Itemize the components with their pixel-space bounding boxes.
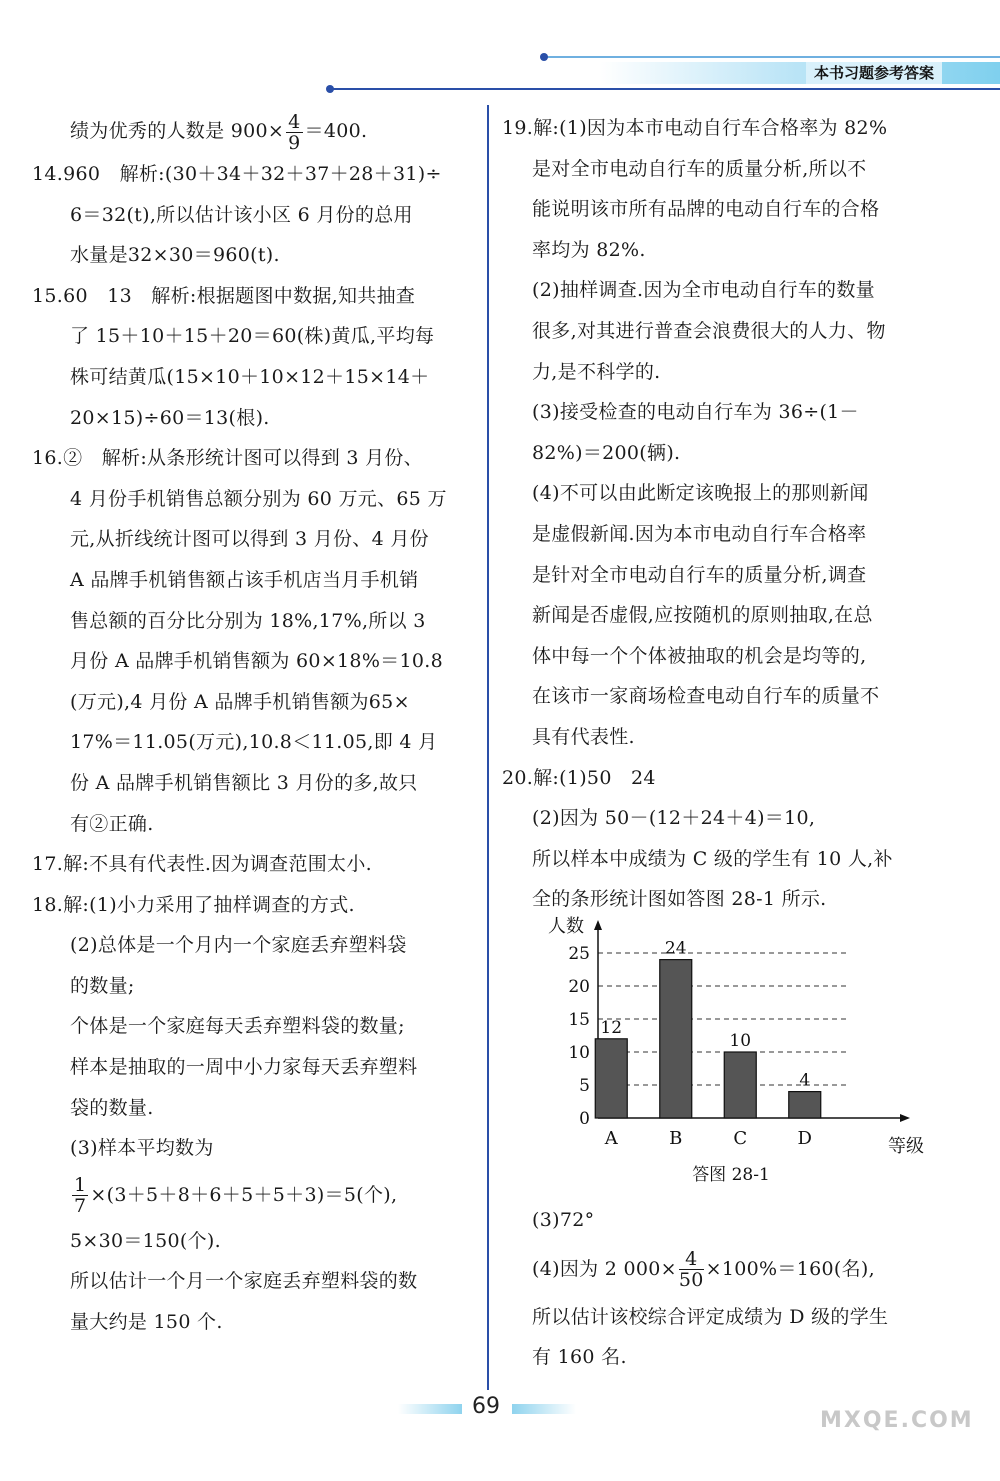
text-segment: ×100%＝160(名), bbox=[705, 1257, 875, 1280]
x-tick-label: A bbox=[604, 1128, 618, 1149]
bar bbox=[724, 1052, 756, 1118]
text-line: (3)接受检查的电动自行车为 36÷(1－ bbox=[532, 401, 859, 424]
bar-chart bbox=[540, 908, 924, 1188]
text-segment: ＝400. bbox=[304, 120, 368, 142]
text-line: 率均为 82%. bbox=[532, 238, 646, 261]
text-line: 袋的数量. bbox=[70, 1096, 154, 1119]
text-line: (2)抽样调查.因为全市电动自行车的数量 bbox=[532, 279, 875, 302]
text-line: 有②正确. bbox=[70, 812, 154, 835]
y-axis-label: 人数 bbox=[548, 916, 584, 937]
bar-data-label: 12 bbox=[600, 1017, 623, 1038]
text-line: 在该市一家商场检查电动自行车的质量不 bbox=[532, 685, 880, 708]
text-line: (2)因为 50－(12＋24＋4)＝10, bbox=[532, 807, 816, 830]
text-line: (3)样本平均数为 bbox=[70, 1137, 214, 1160]
y-tick-label: 15 bbox=[568, 1010, 590, 1030]
text-line: 20×15)÷60＝13(根). bbox=[70, 406, 270, 429]
text-line: 的数量; bbox=[70, 974, 135, 997]
text-line: 所以样本中成绩为 C 级的学生有 10 人,补 bbox=[532, 847, 893, 870]
text-line: (4)不可以由此断定该晚报上的那则新闻 bbox=[532, 482, 869, 505]
watermark: MXQE.COM bbox=[820, 1408, 974, 1433]
text-line: 售总额的百分比分别为 18%,17%,所以 3 bbox=[70, 609, 426, 632]
text-line: 个体是一个家庭每天丢弃塑料袋的数量; bbox=[70, 1015, 405, 1038]
text-line: 株可结黄瓜(15×10＋10×12＋15×14＋ bbox=[70, 365, 430, 388]
x-axis-arrow bbox=[900, 1114, 910, 1122]
y-tick-label: 10 bbox=[568, 1043, 590, 1063]
text-segment: 绩为优秀的人数是 900× bbox=[70, 120, 285, 142]
bar-data-label: 10 bbox=[729, 1031, 752, 1051]
column-divider bbox=[487, 105, 489, 1390]
page-number: 69 bbox=[472, 1394, 500, 1419]
bar-data-label: 4 bbox=[799, 1070, 811, 1091]
text-line: 了 15＋10＋15＋20＝60(株)黄瓜,平均每 bbox=[70, 325, 435, 348]
text-line: 18.解:(1)小力采用了抽样调查的方式. bbox=[32, 893, 355, 916]
chart-caption: 答图 28-1 bbox=[692, 1165, 770, 1185]
fraction bbox=[679, 1249, 704, 1290]
text-line: 样本是抽取的一周中小力家每天丢弃塑料 bbox=[70, 1056, 418, 1079]
text-line: 14.960 解析:(30＋34＋32＋37＋28＋31)÷ bbox=[32, 163, 442, 185]
text-line: 所以估计该校综合评定成绩为 D 级的学生 bbox=[532, 1305, 889, 1328]
header-rule-top bbox=[545, 56, 1000, 58]
text-line bbox=[70, 108, 480, 154]
text-line: 体中每一个个体被抽取的机会是均等的, bbox=[532, 644, 867, 667]
page-number-decoration-left bbox=[398, 1404, 462, 1414]
text-line: 有 160 名. bbox=[532, 1346, 627, 1369]
fraction-denominator: 7 bbox=[74, 1195, 87, 1218]
text-line bbox=[532, 1241, 942, 1297]
text-line: (3)72° bbox=[532, 1209, 595, 1231]
y-tick-label: 20 bbox=[568, 977, 590, 997]
fraction-denominator: 9 bbox=[288, 131, 301, 154]
x-tick-label: D bbox=[797, 1128, 812, 1149]
right-column bbox=[502, 108, 942, 920]
text-line: 所以估计一个月一个家庭丢弃塑料袋的数 bbox=[70, 1270, 418, 1293]
bar-data-label: 24 bbox=[664, 938, 687, 959]
text-line: A 品牌手机销售额占该手机店当月手机销 bbox=[70, 568, 419, 591]
fraction-numerator: 1 bbox=[74, 1174, 87, 1197]
fraction-numerator: 4 bbox=[288, 110, 301, 133]
text-line: 月份 A 品牌手机销售额为 60×18%＝10.8 bbox=[70, 650, 443, 673]
text-line: 4 月份手机销售总额分别为 60 万元、65 万 bbox=[70, 487, 447, 510]
text-line: 6＝32(t),所以估计该小区 6 月份的总用 bbox=[70, 203, 413, 226]
text-line: 20.解:(1)50 24 bbox=[502, 766, 656, 789]
bar bbox=[660, 960, 692, 1118]
header-title: 本书习题参考答案 bbox=[806, 62, 942, 84]
x-axis-label: 等级 bbox=[888, 1136, 924, 1157]
y-axis-arrow bbox=[594, 920, 602, 930]
x-tick-label: B bbox=[669, 1128, 683, 1149]
page-number-decoration-right bbox=[512, 1404, 576, 1414]
bar-chart-svg bbox=[540, 908, 924, 1188]
header-dot bbox=[326, 85, 334, 93]
text-line: 82%)＝200(辆). bbox=[532, 441, 681, 464]
header-rule bbox=[330, 88, 1000, 90]
left-column bbox=[32, 108, 480, 1343]
fraction-denominator: 50 bbox=[678, 1269, 704, 1292]
bar bbox=[595, 1039, 627, 1118]
text-line: 5×30＝150(个). bbox=[70, 1229, 221, 1252]
text-line: 能说明该市所有品牌的电动自行车的合格 bbox=[532, 198, 880, 221]
text-line: 17.解:不具有代表性.因为调查范围太小. bbox=[32, 853, 372, 876]
text-segment: (4)因为 2 000× bbox=[532, 1257, 677, 1280]
text-line: 量大约是 150 个. bbox=[70, 1311, 223, 1334]
text-line: 19.解:(1)因为本市电动自行车合格率为 82% bbox=[502, 117, 888, 139]
x-tick-label: C bbox=[733, 1128, 748, 1149]
text-line: 17%＝11.05(万元),10.8＜11.05,即 4 月 bbox=[70, 731, 438, 754]
text-line: 全的条形统计图如答图 28-1 所示. bbox=[532, 888, 827, 911]
bar bbox=[789, 1092, 821, 1118]
text-line: 新闻是否虚假,应按随机的原则抽取,在总 bbox=[532, 604, 873, 627]
text-line: (万元),4 月份 A 品牌手机销售额为65× bbox=[70, 690, 410, 713]
y-tick-label: 5 bbox=[579, 1076, 590, 1096]
text-line: 水量是32×30＝960(t). bbox=[70, 244, 280, 267]
text-line: 具有代表性. bbox=[532, 725, 635, 748]
y-tick-label: 0 bbox=[579, 1109, 590, 1129]
text-line: 15.60 13 解析:根据题图中数据,知共抽查 bbox=[32, 284, 416, 307]
fraction-numerator: 4 bbox=[679, 1249, 704, 1270]
text-line: 16.② 解析:从条形统计图可以得到 3 月份、 bbox=[32, 447, 423, 470]
text-line: 很多,对其进行普查会浪费很大的人力、物 bbox=[532, 319, 886, 342]
text-line: (2)总体是一个月内一个家庭丢弃塑料袋 bbox=[70, 934, 407, 957]
text-line bbox=[70, 1169, 480, 1221]
y-tick-label: 25 bbox=[568, 944, 590, 964]
text-line: 力,是不科学的. bbox=[532, 360, 661, 383]
text-line: 份 A 品牌手机销售额比 3 月份的多,故只 bbox=[70, 771, 418, 794]
right-column-lower bbox=[532, 1200, 942, 1378]
text-line: 是虚假新闻.因为本市电动自行车合格率 bbox=[532, 522, 867, 545]
text-line: 元,从折线统计图可以得到 3 月份、4 月份 bbox=[70, 528, 429, 551]
header-dot-top bbox=[540, 53, 548, 61]
fraction bbox=[72, 1175, 88, 1216]
text-line: 是针对全市电动自行车的质量分析,调查 bbox=[532, 563, 867, 586]
text-segment: ×(3＋5＋8＋6＋5＋5＋3)＝5(个), bbox=[90, 1183, 398, 1206]
text-line: 是对全市电动自行车的质量分析,所以不 bbox=[532, 157, 867, 180]
fraction bbox=[286, 112, 302, 153]
